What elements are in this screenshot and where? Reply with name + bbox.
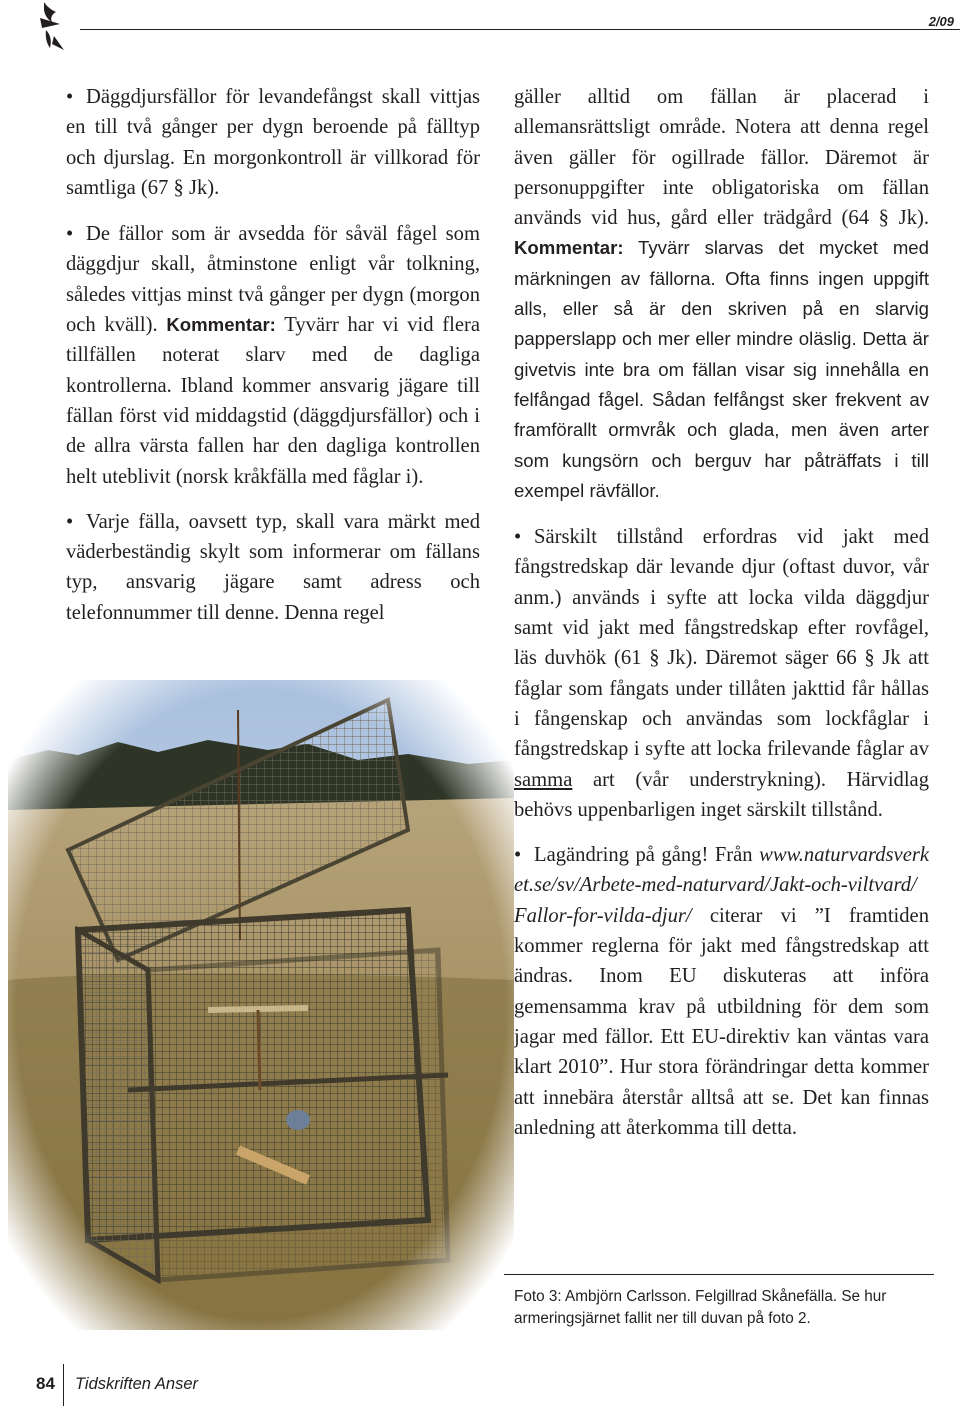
header-rule: [80, 29, 960, 30]
footer-divider: [63, 1364, 64, 1406]
right-column: [514, 82, 929, 1158]
paragraph-trap-marking: [66, 507, 480, 628]
paragraph-text: Lagändring på gång! Från: [534, 844, 760, 867]
comment-label: Kommentar:: [514, 237, 624, 259]
comment-text: Tyvärr slarvas det mycket med märkningen av fällorna. Ofta finns ingen uppgift alls, eller så är den skriven på en slarvig papperslapp och mer eller mindre oläslig. Detta är givetvis inte bra om fällan visar sig innehålla en felfångad fågel. Sådan felfångst sker frekvent av framförallt ormvråk och glada, men även arter som kungsörn och berguv har påträffats i till exempel rävfällor.: [514, 237, 929, 501]
paragraph-special-permit: [514, 522, 929, 825]
paragraph-text: Däggdjursfällor för levandefångst skall vittjas en till två gånger per dygn beroende på fälltyp och djurslag. En morgonkontroll är villkorad för samtliga (67 § Jk).: [66, 86, 480, 199]
left-column: [66, 82, 480, 643]
magazine-logo-icon: [30, 0, 70, 56]
page-number: 84: [36, 1374, 55, 1393]
underlined-word: samma: [514, 768, 573, 791]
paragraph-text: art (vår understrykning). Härvidlag behövs uppenbarligen inget särskilt tillstånd.: [514, 768, 929, 821]
paragraph-law-change: [514, 840, 929, 1143]
paragraph-dual-traps: [66, 219, 480, 492]
paragraph-text: Särskilt tillstånd erfordras vid jakt med fångstredskap där levande djur (oftast duvor, vår anm.) används i syfte att locka vilda däggdjur samt vid jakt med fångstredskap efter rovfågel, läs duvhök (61 § Jk). Däremot säger 66 § Jk att fåglar som fångats under tillåten jakttid får hållas i fångenskap och användas som lockfåglar i fångstredskap i syfte att locka frilevande fåglar av: [514, 526, 929, 761]
issue-number: 2/09: [928, 14, 954, 29]
paragraph-text: citerar vi ”I framtiden kommer reglerna för jakt med fångstredskap att ändras. Inom EU diskuteras att införa gemensamma krav på utbildning för dem som jagar med fällor. Ett EU-direktiv kan väntas vara klart 2010”. Hur stora förändringar detta kommer att innebära återstår alltså att se. Det kan finnas anledning att återkomma till detta.: [514, 904, 929, 1139]
paragraph-text: De fällor som är avsedda för såväl fågel som däggdjur skall, åtminstone enligt vår tolkning, således vittjas minst två gånger per dygn (morgon och kväll).: [66, 223, 480, 337]
magazine-name: Tidskriften Anser: [75, 1375, 199, 1393]
photo-caption: Foto 3: Ambjörn Carlsson. Felgillrad Skånefälla. Se hur armeringsjärnet fallit ner till duvan på foto 2.: [514, 1288, 887, 1327]
paragraph-text: Tyvärr har vi vid flera tillfällen noterat slarv med de dagliga kontrollerna. Ibland kommer ansvarig jägare till fällan först vid middagstid (däggdjursfällor) och i de allra värsta fallen har den dagliga kontrollen helt uteblivit (norsk kråkfälla med fåglar i).: [66, 314, 481, 488]
comment-label: Kommentar:: [166, 314, 276, 336]
paragraph-marking-continued: [514, 82, 929, 506]
caption-rule: [504, 1274, 934, 1275]
paragraph-check-frequency: [66, 82, 480, 203]
photo-caption-box: [504, 1274, 934, 1332]
source-url[interactable]: www.naturvardsverket.se/sv/Arbete-med-naturvard/Jakt-och-viltvard/Fallor-for-vilda-djur/: [514, 844, 929, 927]
trap-photo: [8, 680, 514, 1330]
paragraph-text: gäller alltid om fällan är placerad i allemansrättsligt område. Notera att denna regel även gäller för ogillrade fällor. Däremot är personuppgifter inte obligatoriska om fällan används vid hus, gård eller trädgård (64 § Jk).: [514, 86, 929, 230]
paragraph-text: Varje fälla, oavsett typ, skall vara märkt med väderbeständig skylt som informerar om fällans typ, ansvarig jägare samt adress och telefonnummer till denne. Denna regel: [66, 510, 480, 624]
